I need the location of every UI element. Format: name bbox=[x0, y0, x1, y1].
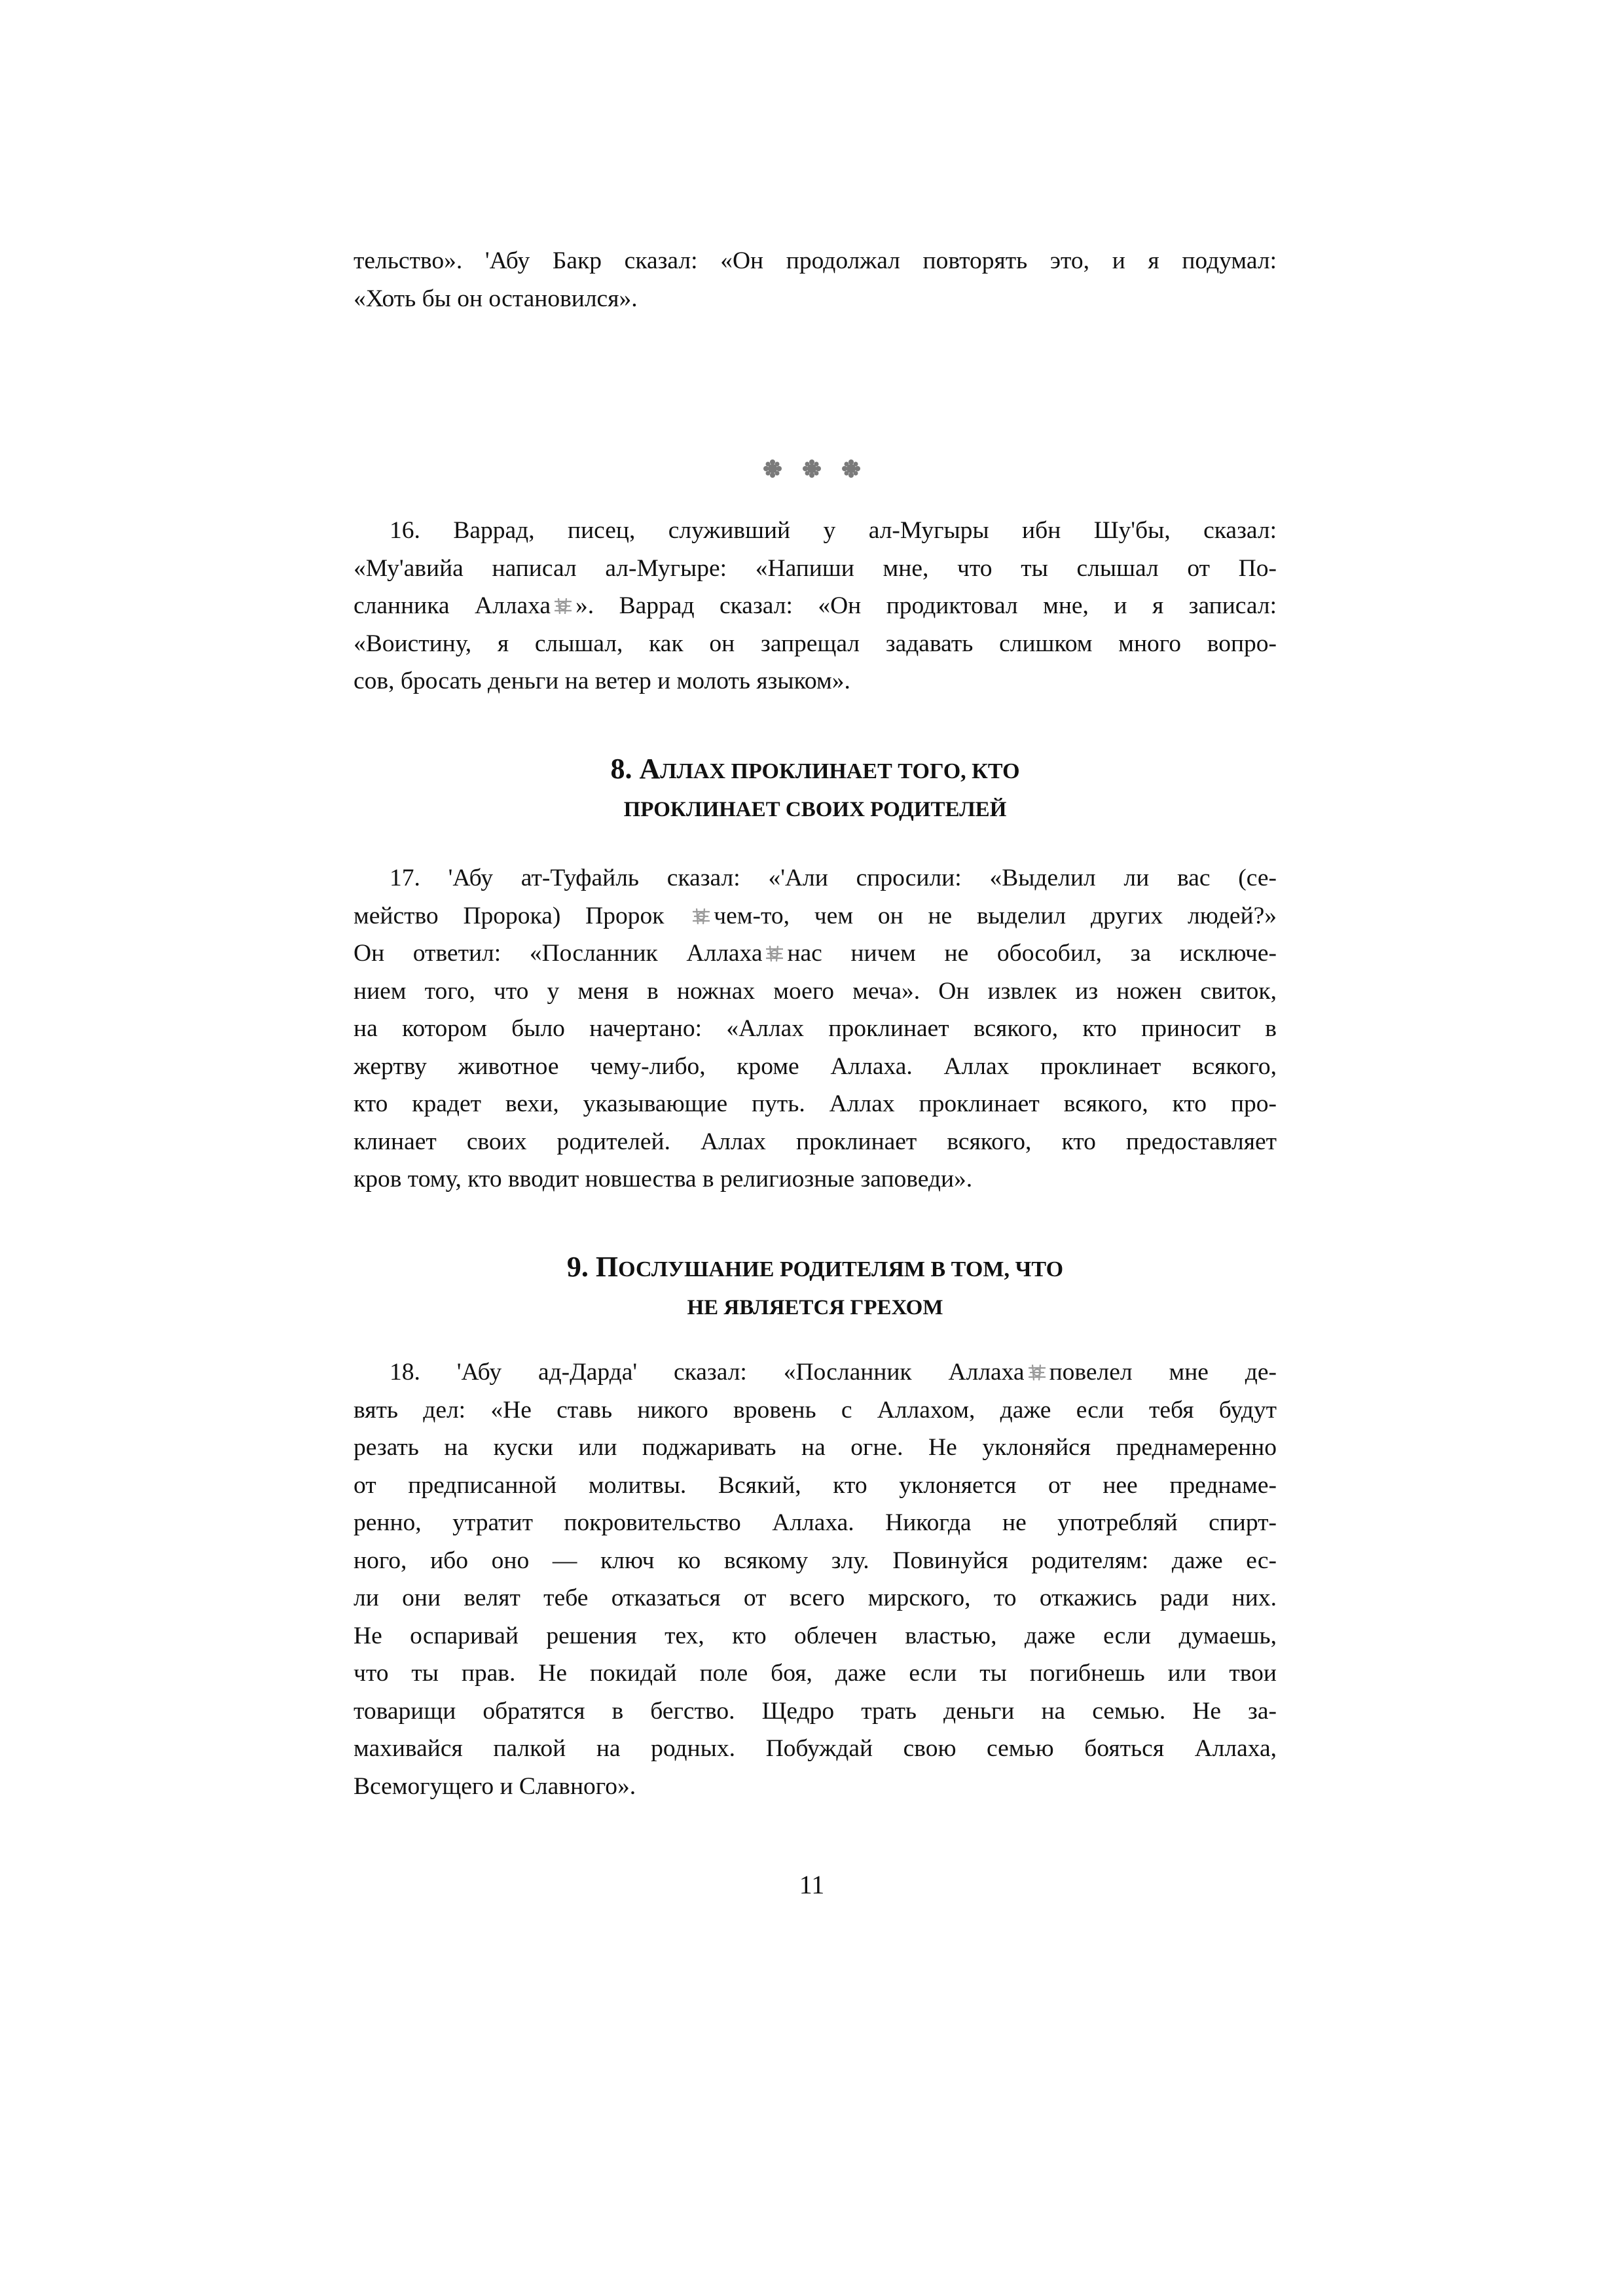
text-line bbox=[354, 935, 1277, 973]
text-line: «Воистину, я слышал, как он запрещал задавать слишком много вопро- bbox=[354, 630, 1277, 657]
text-segment: чем-то, чем он не выделил других людей?» bbox=[714, 902, 1277, 929]
heading-initial: П bbox=[595, 1251, 619, 1283]
salawat-blessing-glyph-icon bbox=[690, 906, 712, 926]
hadith-16-paragraph bbox=[354, 512, 1277, 700]
section-9-heading bbox=[354, 1248, 1277, 1327]
text-segment: повелел мне де- bbox=[1049, 1359, 1277, 1386]
text-segment: мейство Пророка) Пророк bbox=[354, 902, 665, 929]
text-line: сов, бросать деньги на ветер и молоть языком». bbox=[354, 668, 850, 694]
text-line: «Му'авийа написал ал-Мугыре: «Напиши мне, что ты слышал от По- bbox=[354, 554, 1277, 582]
heading-line bbox=[354, 750, 1277, 791]
text-line: Всемогущего и Славного». bbox=[354, 1772, 636, 1800]
section-number: 8. bbox=[610, 753, 632, 785]
salawat-blessing-glyph-icon bbox=[763, 944, 786, 963]
heading-rest: ОСЛУШАНИЕ РОДИТЕЛЯМ В ТОМ, ЧТО bbox=[618, 1257, 1064, 1282]
text-line: товарищи обратятся в бегство. Щедро трать деньги на семью. Не за- bbox=[354, 1697, 1277, 1725]
text-line: Не оспаривай решения тех, кто облечен властью, даже если думаешь, bbox=[354, 1622, 1277, 1649]
text-segment: Он ответил: «Посланник Аллаха bbox=[354, 940, 763, 967]
text-line: ренно, утратит покровительство Аллаха. Никогда не употребляй спирт- bbox=[354, 1509, 1277, 1536]
section-8-heading bbox=[354, 750, 1277, 829]
text-line: ного, ибо оно — ключ ко всякому злу. Повинуйся родителям: даже ес- bbox=[354, 1547, 1277, 1574]
text-line bbox=[354, 1354, 1277, 1391]
section-number: 9. bbox=[566, 1251, 589, 1283]
text-segment: нас ничем не обособил, за исключе- bbox=[787, 940, 1277, 967]
text-line bbox=[354, 587, 1277, 625]
heading-line bbox=[354, 1248, 1277, 1289]
page-number: 11 bbox=[799, 1870, 825, 1899]
salawat-blessing-glyph-icon bbox=[552, 596, 574, 616]
text-line: махивайся палкой на родных. Побуждай свою семью бояться Аллаха, bbox=[354, 1735, 1277, 1762]
heading-initial: А bbox=[639, 753, 661, 785]
text-segment: 18. 'Абу ад-Дарда' сказал: «Посланник Аллаха bbox=[390, 1359, 1025, 1386]
text-line: 16. Варрад, писец, служивший у ал-Мугыры ибн Шу'бы, сказал: bbox=[390, 517, 1277, 544]
text-line: кров тому, кто вводит новшества в религиозные заповеди». bbox=[354, 1166, 973, 1193]
text-line: нием того, что у меня в ножнах моего меча». Он извлек из ножен свиток, bbox=[354, 977, 1277, 1005]
text-line: «Хоть бы он остановился». bbox=[354, 285, 638, 312]
text-line: от предписанной молитвы. Всякий, кто уклоняется от нее преднаме- bbox=[354, 1471, 1277, 1499]
text-line: вять дел: «Не ставь никого вровень с Аллахом, даже если тебя будут bbox=[354, 1396, 1277, 1424]
hadith-18-paragraph bbox=[354, 1354, 1277, 1805]
text-line: ли они велят тебе отказаться от всего мирского, то откажись ради них. bbox=[354, 1585, 1277, 1611]
hadith-17-paragraph bbox=[354, 859, 1277, 1198]
three-rosettes-divider-icon bbox=[753, 456, 871, 482]
text-line: клинает своих родителей. Аллах проклинает всякого, кто предоставляет bbox=[354, 1128, 1277, 1155]
text-line: что ты прав. Не покидай поле боя, даже если ты погибнешь или твои bbox=[354, 1660, 1277, 1687]
text-segment: сланника Аллаха bbox=[354, 592, 551, 619]
text-line: 17. 'Абу ат-Туфайль сказал: «'Али спросили: «Выделил ли вас (се- bbox=[390, 865, 1277, 891]
heading-line: НЕ ЯВЛЯЕТСЯ ГРЕХОМ bbox=[687, 1296, 943, 1319]
text-line bbox=[354, 897, 1277, 935]
text-segment: ». Варрад сказал: «Он продиктовал мне, и я записал: bbox=[575, 592, 1277, 619]
heading-line: ПРОКЛИНАЕТ СВОИХ РОДИТЕЛЕЙ bbox=[623, 798, 1007, 821]
text-line: тельство». 'Абу Бакр сказал: «Он продолжал повторять это, и я подумал: bbox=[354, 247, 1277, 274]
text-line: резать на куски или поджаривать на огне. Не уклоняйся преднамеренно bbox=[354, 1434, 1277, 1461]
heading-rest: ЛЛАХ ПРОКЛИНАЕТ ТОГО, КТО bbox=[660, 759, 1020, 783]
salawat-blessing-glyph-icon bbox=[1026, 1363, 1048, 1382]
text-line: на котором было начертано: «Аллах проклинает всякого, кто приносит в bbox=[354, 1015, 1277, 1042]
text-line: кто крадет вехи, указывающие путь. Аллах проклинает всякого, кто про- bbox=[354, 1090, 1277, 1117]
text-line: жертву животное чему-либо, кроме Аллаха. Аллах проклинает всякого, bbox=[354, 1052, 1277, 1080]
continuation-paragraph bbox=[354, 242, 1277, 317]
